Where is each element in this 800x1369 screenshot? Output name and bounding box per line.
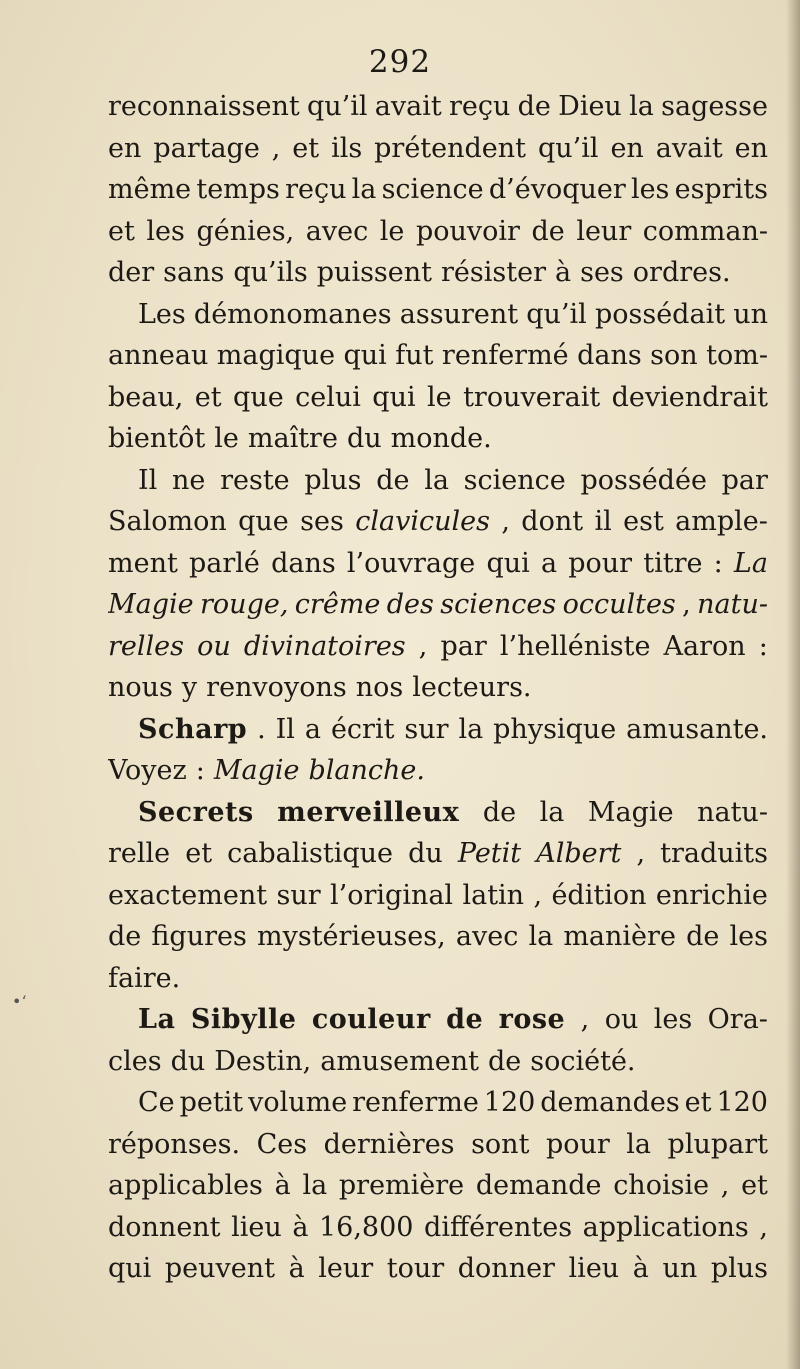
text-line bbox=[108, 460, 768, 502]
word: de bbox=[531, 215, 565, 247]
word: l’ouvrage bbox=[346, 547, 476, 579]
entry-heading-word: Sibylle bbox=[190, 1004, 297, 1035]
text-line bbox=[108, 128, 768, 170]
word: un bbox=[733, 298, 768, 330]
word: l’original bbox=[330, 879, 454, 911]
word: petit bbox=[179, 1087, 244, 1118]
word: par bbox=[440, 630, 487, 662]
italic-word: des bbox=[386, 589, 434, 620]
word: qu’il bbox=[306, 91, 368, 122]
word: Salomon bbox=[108, 506, 227, 537]
word: reçu bbox=[448, 91, 511, 122]
text-line bbox=[108, 626, 768, 668]
word: , bbox=[682, 589, 691, 620]
italic-word: Albert bbox=[536, 838, 622, 869]
text-line bbox=[108, 418, 768, 460]
word: à bbox=[632, 1253, 649, 1284]
word: la bbox=[626, 1128, 652, 1160]
page-number: 292 bbox=[368, 44, 432, 80]
word: ordres. bbox=[632, 257, 731, 288]
word: manière bbox=[563, 921, 676, 952]
word: bientôt bbox=[108, 423, 206, 454]
word: du bbox=[408, 838, 443, 869]
word: avait bbox=[655, 132, 723, 164]
word: Ce bbox=[138, 1087, 175, 1118]
word: la bbox=[528, 921, 554, 952]
word: 16,800 bbox=[318, 1211, 414, 1243]
word: der bbox=[108, 257, 155, 288]
word: natu- bbox=[697, 796, 768, 828]
word: qu’il bbox=[537, 132, 599, 164]
word: à bbox=[288, 1253, 305, 1284]
word: Ces bbox=[256, 1128, 308, 1160]
entry-heading-word: merveilleux bbox=[277, 796, 460, 828]
word: mystérieuses, bbox=[256, 921, 446, 952]
text-line bbox=[108, 1041, 768, 1083]
word: leur bbox=[318, 1253, 374, 1284]
text-line bbox=[108, 1207, 768, 1249]
word: sur bbox=[276, 879, 321, 911]
word: sur bbox=[404, 713, 449, 745]
word: partage bbox=[153, 132, 260, 164]
word: sans bbox=[163, 257, 225, 288]
text-line bbox=[108, 750, 768, 792]
word: ils bbox=[331, 132, 363, 164]
word: avait bbox=[374, 91, 442, 122]
word: cabalistique bbox=[227, 838, 394, 869]
italic-word: La bbox=[733, 547, 768, 579]
word: . bbox=[257, 713, 266, 745]
word: trouverait bbox=[463, 381, 601, 413]
word: 120 bbox=[716, 1087, 768, 1118]
word: à bbox=[554, 257, 572, 288]
italic-word: sciences bbox=[440, 589, 557, 620]
word: édition bbox=[551, 879, 647, 911]
word: , bbox=[501, 506, 510, 537]
text-line bbox=[108, 501, 768, 543]
word: anneau bbox=[108, 340, 209, 371]
word: résister bbox=[441, 257, 546, 288]
word: ses bbox=[580, 257, 624, 288]
word: amusement bbox=[320, 1045, 479, 1077]
word: pour bbox=[545, 1128, 610, 1160]
italic-word: natu- bbox=[697, 589, 768, 620]
italic-word: Petit bbox=[457, 838, 522, 869]
entry-heading-word: de bbox=[446, 1004, 484, 1035]
word: titre bbox=[643, 547, 703, 579]
word: lieu bbox=[568, 1253, 620, 1284]
word: figures bbox=[151, 921, 247, 952]
word: par bbox=[721, 464, 768, 496]
word: demande bbox=[475, 1170, 602, 1201]
word: : bbox=[195, 755, 205, 786]
word: renferme bbox=[352, 1087, 479, 1118]
word: tour bbox=[386, 1253, 445, 1284]
word: de bbox=[517, 91, 551, 122]
word: temps bbox=[196, 174, 280, 205]
word: qui bbox=[108, 1253, 152, 1284]
italic-word: relles bbox=[108, 630, 184, 662]
word: assurent bbox=[399, 298, 519, 330]
word: latin bbox=[462, 879, 525, 911]
word: 120 bbox=[483, 1087, 536, 1118]
word: en bbox=[734, 132, 768, 164]
word: , bbox=[636, 838, 646, 869]
word: relle bbox=[108, 838, 171, 869]
word: renfermé bbox=[441, 340, 569, 371]
word: la bbox=[302, 1170, 328, 1201]
word: le bbox=[427, 381, 452, 413]
italic-word: blanche. bbox=[308, 755, 425, 786]
word: ses bbox=[300, 506, 344, 537]
text-line bbox=[108, 377, 768, 419]
word: le bbox=[379, 215, 405, 247]
word: de bbox=[482, 796, 517, 828]
word: tom- bbox=[706, 340, 768, 371]
word: nos bbox=[355, 672, 404, 703]
word: , bbox=[759, 1211, 768, 1243]
italic-word: divinatoires bbox=[243, 630, 406, 662]
word: celui bbox=[295, 381, 361, 413]
text-line bbox=[108, 792, 768, 834]
word: : bbox=[758, 630, 768, 662]
text-line bbox=[108, 335, 768, 377]
body-text bbox=[108, 86, 768, 1290]
word: deviendrait bbox=[611, 381, 768, 413]
word: , bbox=[580, 1004, 590, 1035]
word: et bbox=[194, 381, 222, 413]
word: donner bbox=[457, 1253, 555, 1284]
word: les bbox=[146, 215, 185, 247]
word: la bbox=[458, 713, 484, 745]
entry-heading-word: Scharp bbox=[138, 713, 248, 745]
word: renvoyons bbox=[206, 672, 347, 703]
word: science bbox=[381, 174, 484, 205]
text-line bbox=[108, 584, 768, 626]
word: ment bbox=[108, 547, 178, 579]
entry-heading-word: rose bbox=[498, 1004, 566, 1035]
word: applications bbox=[582, 1211, 749, 1243]
word: et bbox=[185, 838, 213, 869]
word: société. bbox=[530, 1045, 636, 1077]
word: la bbox=[629, 91, 654, 122]
word: sagesse bbox=[661, 91, 768, 122]
text-line bbox=[108, 543, 768, 585]
word: lieu bbox=[231, 1211, 282, 1243]
word: un bbox=[662, 1253, 698, 1284]
word: les bbox=[630, 174, 670, 205]
word: comman- bbox=[642, 215, 768, 247]
word: demandes bbox=[540, 1087, 680, 1118]
word: leur bbox=[576, 215, 632, 247]
word: génies, bbox=[196, 215, 295, 247]
text-line bbox=[108, 833, 768, 875]
word: plus bbox=[710, 1253, 768, 1284]
word: de bbox=[487, 1045, 522, 1077]
word: , bbox=[271, 132, 281, 164]
entry-heading-word: Secrets bbox=[138, 796, 254, 828]
word: réponses. bbox=[108, 1128, 241, 1160]
word: donnent bbox=[108, 1211, 221, 1243]
word: et bbox=[741, 1170, 768, 1201]
entry-heading-word: La bbox=[138, 1004, 176, 1035]
word: à bbox=[274, 1170, 291, 1201]
word: pouvoir bbox=[415, 215, 520, 247]
text-line bbox=[108, 709, 768, 751]
word: applicables bbox=[108, 1170, 263, 1201]
text-line bbox=[108, 169, 768, 211]
italic-word: Magie bbox=[108, 589, 194, 620]
word: les bbox=[653, 1004, 693, 1035]
word: à bbox=[292, 1211, 309, 1243]
word: plus bbox=[304, 464, 362, 496]
word: a bbox=[304, 713, 321, 745]
word: Voyez bbox=[108, 755, 187, 786]
text-line bbox=[108, 86, 768, 128]
word: que bbox=[233, 381, 284, 413]
italic-word: clavicules bbox=[355, 506, 490, 537]
word: de bbox=[376, 464, 410, 496]
word: qu’il bbox=[526, 298, 587, 330]
word: différentes bbox=[424, 1211, 573, 1243]
word: puissent bbox=[316, 257, 433, 288]
word: reçu bbox=[285, 174, 347, 205]
text-line bbox=[108, 294, 768, 336]
word: de bbox=[108, 921, 142, 952]
word: maître bbox=[247, 423, 338, 454]
text-line bbox=[108, 667, 768, 709]
word: écrit bbox=[330, 713, 395, 745]
word: parlé bbox=[189, 547, 260, 579]
text-line bbox=[108, 1124, 768, 1166]
word: , bbox=[720, 1170, 730, 1201]
word: il bbox=[594, 506, 612, 537]
word: choisie bbox=[613, 1170, 710, 1201]
word: la bbox=[539, 796, 565, 828]
entry-heading-word: couleur bbox=[311, 1004, 431, 1035]
word: Il bbox=[275, 713, 295, 745]
word: fut bbox=[395, 340, 434, 371]
word: , bbox=[418, 630, 428, 662]
word: plupart bbox=[667, 1128, 768, 1160]
word: du bbox=[346, 423, 382, 454]
word: reconnaissent bbox=[108, 91, 300, 122]
word: Destin, bbox=[214, 1045, 312, 1077]
word: , bbox=[533, 879, 543, 911]
page-edge-shadow bbox=[786, 0, 800, 1369]
word: monde. bbox=[390, 423, 492, 454]
word: l’helléniste bbox=[499, 630, 651, 662]
word: et bbox=[684, 1087, 712, 1118]
margin-mark: •‘ bbox=[12, 992, 27, 1011]
word: peuvent bbox=[164, 1253, 276, 1284]
word: cles bbox=[108, 1045, 162, 1077]
word: nous bbox=[108, 672, 173, 703]
word: Magie bbox=[587, 796, 674, 828]
text-line bbox=[108, 958, 768, 1000]
word: faire. bbox=[108, 962, 181, 994]
word: exactement bbox=[108, 879, 268, 911]
word: qu’ils bbox=[233, 257, 308, 288]
italic-word: crême bbox=[294, 589, 381, 620]
text-line bbox=[108, 252, 768, 294]
word: esprits bbox=[674, 174, 768, 205]
word: ne bbox=[172, 464, 206, 496]
word: Aaron bbox=[663, 630, 746, 662]
word: : bbox=[713, 547, 723, 579]
word: dont bbox=[521, 506, 584, 537]
word: même bbox=[108, 174, 192, 205]
word: reste bbox=[220, 464, 290, 496]
word: qui bbox=[486, 547, 530, 579]
word: volume bbox=[248, 1087, 348, 1118]
word: prétendent bbox=[374, 132, 527, 164]
word: ou bbox=[604, 1004, 639, 1035]
word: possédée bbox=[580, 464, 707, 496]
italic-word: ou bbox=[197, 630, 231, 662]
text-line bbox=[108, 875, 768, 917]
word: qui bbox=[372, 381, 416, 413]
word: possédait bbox=[594, 298, 726, 330]
text-line bbox=[108, 916, 768, 958]
word: de bbox=[686, 921, 720, 952]
word: Les bbox=[138, 298, 186, 330]
word: traduits bbox=[660, 838, 768, 869]
word: la bbox=[424, 464, 449, 496]
word: pour bbox=[568, 547, 633, 579]
word: ample- bbox=[675, 506, 768, 537]
word: Ora- bbox=[707, 1004, 768, 1035]
word: dernières bbox=[323, 1128, 455, 1160]
word: et bbox=[108, 215, 135, 247]
text-line bbox=[108, 211, 768, 253]
italic-word: rouge, bbox=[200, 589, 289, 620]
word: enrichie bbox=[655, 879, 768, 911]
word: Dieu bbox=[558, 91, 622, 122]
word: qui bbox=[343, 340, 387, 371]
word: y bbox=[181, 672, 198, 703]
word: et bbox=[292, 132, 320, 164]
word: lecteurs. bbox=[412, 672, 532, 703]
word: en bbox=[610, 132, 644, 164]
word: a bbox=[540, 547, 558, 579]
word: le bbox=[214, 423, 239, 454]
text-line bbox=[108, 999, 768, 1041]
text-line bbox=[108, 1165, 768, 1207]
word: les bbox=[729, 921, 768, 952]
word: Il bbox=[138, 464, 158, 496]
text-line bbox=[108, 1082, 768, 1124]
word: la bbox=[351, 174, 377, 205]
italic-word: occultes bbox=[562, 589, 676, 620]
word: dans bbox=[577, 340, 642, 371]
word: du bbox=[170, 1045, 206, 1077]
italic-word: Magie bbox=[213, 755, 300, 786]
word: que bbox=[238, 506, 289, 537]
word: démonomanes bbox=[193, 298, 392, 330]
word: magique bbox=[216, 340, 336, 371]
word: dans bbox=[271, 547, 336, 579]
word: première bbox=[338, 1170, 465, 1201]
word: science bbox=[463, 464, 566, 496]
word: en bbox=[108, 132, 142, 164]
word: sont bbox=[471, 1128, 530, 1160]
word: avec bbox=[305, 215, 369, 247]
word: d’évoquer bbox=[488, 174, 626, 205]
word: amusante. bbox=[626, 713, 768, 745]
word: est bbox=[623, 506, 664, 537]
word: physique bbox=[493, 713, 617, 745]
word: beau, bbox=[108, 381, 184, 413]
word: avec bbox=[455, 921, 519, 952]
word: son bbox=[650, 340, 698, 371]
text-line bbox=[108, 1248, 768, 1290]
